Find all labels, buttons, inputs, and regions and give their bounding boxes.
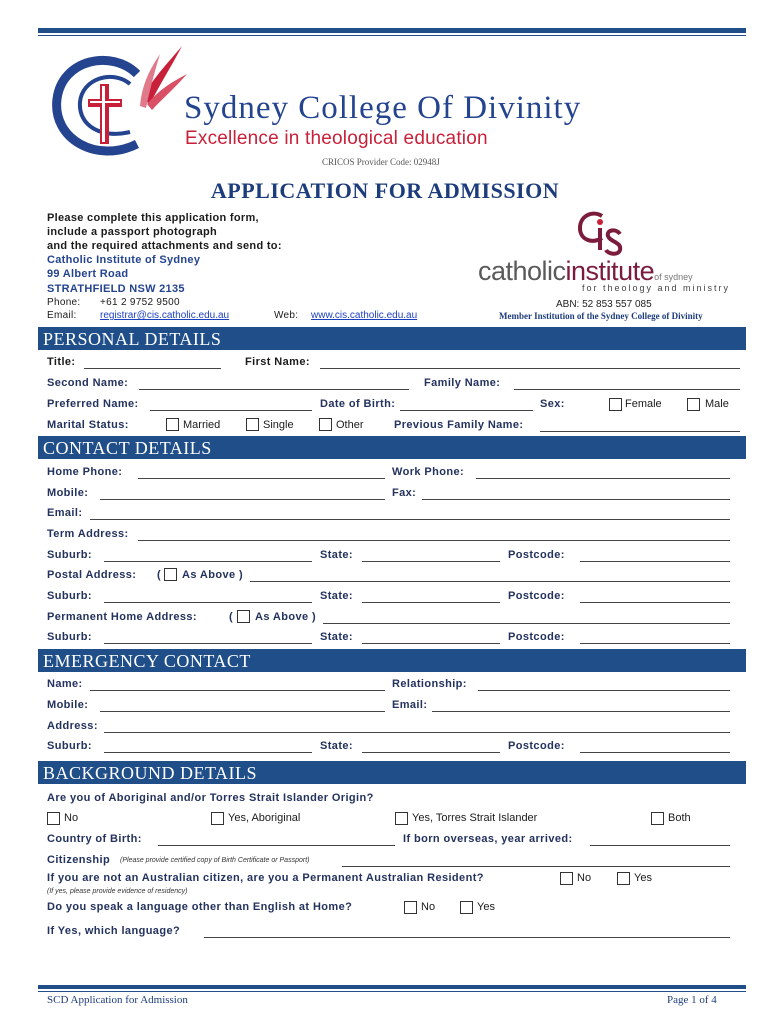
section-personal-details <box>38 327 746 350</box>
cis-word-sydney: of sydney <box>654 272 693 282</box>
second-name-label: Second Name: <box>47 377 129 389</box>
section-contact-details <box>38 436 746 459</box>
language-yes-checkbox[interactable] <box>460 901 473 914</box>
emergency-email-field[interactable] <box>432 711 730 712</box>
abn: ABN: 52 853 557 085 <box>556 299 652 310</box>
resident-question: If you are not an Australian citizen, are you a Permanent Australian Resident? <box>47 872 484 884</box>
permanent-suburb-field[interactable] <box>104 643 312 644</box>
marital-status-label: Marital Status: <box>47 419 129 431</box>
permanent-state-label: State: <box>320 631 353 643</box>
term-postcode-label: Postcode: <box>508 549 565 561</box>
language-no-checkbox[interactable] <box>404 901 417 914</box>
which-language-label: If Yes, which language? <box>47 925 181 937</box>
web-link[interactable]: www.cis.catholic.edu.au <box>311 310 418 321</box>
postal-state-field[interactable] <box>362 602 500 603</box>
emergency-name-field[interactable] <box>90 690 385 691</box>
intro-line-3: and the required attachments and send to: <box>47 240 282 252</box>
email-label: Email: <box>47 310 77 321</box>
yes-torres-checkbox[interactable] <box>395 812 408 825</box>
year-arrived-label: If born overseas, year arrived: <box>403 833 573 845</box>
term-state-field[interactable] <box>362 561 500 562</box>
preferred-name-field[interactable] <box>150 410 312 411</box>
sex-label: Sex: <box>540 398 565 410</box>
yes-torres-option: Yes, Torres Strait Islander <box>412 812 538 824</box>
resident-no-checkbox[interactable] <box>560 872 573 885</box>
emergency-postcode-field[interactable] <box>580 752 730 753</box>
intro-street: 99 Albert Road <box>47 268 129 280</box>
email-link[interactable]: registrar@cis.catholic.edu.au <box>100 310 230 321</box>
term-suburb-label: Suburb: <box>47 549 92 561</box>
term-state-label: State: <box>320 549 353 561</box>
other-checkbox[interactable] <box>319 418 332 431</box>
both-option: Both <box>668 812 691 824</box>
yes-aboriginal-option: Yes, Aboriginal <box>228 812 301 824</box>
fax-label: Fax: <box>392 487 417 499</box>
country-of-birth-field[interactable] <box>158 845 395 846</box>
footer-page-number: Page 1 of 4 <box>667 994 717 1006</box>
term-suburb-field[interactable] <box>104 561 312 562</box>
citizenship-note: (Please provide certified copy of Birth Certificate or Passport) <box>120 857 310 864</box>
permanent-postcode-field[interactable] <box>580 643 730 644</box>
emergency-mobile-field[interactable] <box>100 711 385 712</box>
member-institution: Member Institution of the Sydney College of Divinity <box>499 311 703 321</box>
relationship-field[interactable] <box>478 690 730 691</box>
section-title: PERSONAL DETAILS <box>43 329 222 349</box>
work-phone-label: Work Phone: <box>392 466 465 478</box>
section-emergency-contact <box>38 649 746 672</box>
permanent-as-above-label: As Above ) <box>255 611 317 623</box>
postal-paren: ( <box>157 569 162 581</box>
citizenship-field[interactable] <box>342 866 730 867</box>
aboriginal-question: Are you of Aboriginal and/or Torres Strait Islander Origin? <box>47 792 374 804</box>
home-phone-label: Home Phone: <box>47 466 123 478</box>
single-option: Single <box>263 419 294 431</box>
title-label: Title: <box>47 356 76 368</box>
married-checkbox[interactable] <box>166 418 179 431</box>
term-address-label: Term Address: <box>47 528 129 540</box>
resident-no-option: No <box>577 872 592 884</box>
section-title: EMERGENCY CONTACT <box>43 651 251 671</box>
footer-rule-thin <box>38 991 746 992</box>
emergency-address-field[interactable] <box>104 732 730 733</box>
work-phone-field[interactable] <box>476 478 730 479</box>
postal-address-label: Postal Address: <box>47 569 137 581</box>
language-yes-option: Yes <box>477 901 495 913</box>
scd-logo-icon <box>42 44 192 169</box>
email-field[interactable] <box>90 519 730 520</box>
relationship-label: Relationship: <box>392 678 467 690</box>
resident-note: (If yes, please provide evidence of residency) <box>47 888 188 895</box>
top-rule <box>38 28 746 33</box>
family-name-field[interactable] <box>514 389 740 390</box>
resident-yes-checkbox[interactable] <box>617 872 630 885</box>
cis-word-institute: institute <box>565 256 655 286</box>
emergency-state-label: State: <box>320 740 353 752</box>
second-name-field[interactable] <box>139 389 409 390</box>
which-language-field[interactable] <box>204 937 730 938</box>
married-option: Married <box>183 419 221 431</box>
postal-suburb-field[interactable] <box>104 602 312 603</box>
dob-label: Date of Birth: <box>320 398 396 410</box>
aboriginal-no-checkbox[interactable] <box>47 812 60 825</box>
college-name: Sydney College Of Divinity <box>184 90 582 126</box>
emergency-suburb-label: Suburb: <box>47 740 92 752</box>
term-address-field[interactable] <box>138 540 730 541</box>
cricos-code: CRICOS Provider Code: 02948J <box>322 157 440 167</box>
intro-city: STRATHFIELD NSW 2135 <box>47 283 185 295</box>
top-rule-thin <box>38 35 746 36</box>
male-option: Male <box>705 398 729 410</box>
title-field[interactable] <box>84 368 221 369</box>
aboriginal-no-option: No <box>64 812 79 824</box>
first-name-field[interactable] <box>320 368 740 369</box>
female-checkbox[interactable] <box>609 398 622 411</box>
phone-value: +61 2 9752 9500 <box>100 297 180 308</box>
permanent-suburb-label: Suburb: <box>47 631 92 643</box>
other-option: Other <box>336 419 364 431</box>
language-no-option: No <box>421 901 436 913</box>
preferred-name-label: Preferred Name: <box>47 398 139 410</box>
section-title: CONTACT DETAILS <box>43 438 212 458</box>
emergency-postcode-label: Postcode: <box>508 740 565 752</box>
postal-address-field[interactable] <box>250 581 730 582</box>
cis-word-catholic: catholic <box>478 256 566 286</box>
postal-state-label: State: <box>320 590 353 602</box>
cis-logo-icon <box>578 208 628 258</box>
postal-suburb-label: Suburb: <box>47 590 92 602</box>
permanent-postcode-label: Postcode: <box>508 631 565 643</box>
mobile-field[interactable] <box>100 499 385 500</box>
citizenship-label: Citizenship <box>47 854 111 866</box>
previous-family-name-field[interactable] <box>540 431 740 432</box>
year-arrived-field[interactable] <box>590 845 730 846</box>
postal-postcode-field[interactable] <box>580 602 730 603</box>
permanent-address-label: Permanent Home Address: <box>47 611 197 623</box>
section-background-details <box>38 761 746 784</box>
intro-org: Catholic Institute of Sydney <box>47 254 201 266</box>
phone-label: Phone: <box>47 297 81 308</box>
home-phone-field[interactable] <box>138 478 385 479</box>
page-title: APPLICATION FOR ADMISSION <box>210 178 560 203</box>
footer-rule <box>38 985 746 989</box>
country-of-birth-label: Country of Birth: <box>47 833 142 845</box>
web-label: Web: <box>274 310 299 321</box>
permanent-state-field[interactable] <box>362 643 500 644</box>
family-name-label: Family Name: <box>424 377 501 389</box>
postal-as-above-checkbox[interactable] <box>164 568 177 581</box>
intro-line-2: include a passport photograph <box>47 226 218 238</box>
emergency-state-field[interactable] <box>362 752 500 753</box>
mobile-label: Mobile: <box>47 487 89 499</box>
emergency-mobile-label: Mobile: <box>47 699 89 711</box>
male-checkbox[interactable] <box>687 398 700 411</box>
intro-line-1: Please complete this application form, <box>47 212 259 224</box>
email-field-label: Email: <box>47 507 83 519</box>
college-tagline: Excellence in theological education <box>185 128 488 149</box>
permanent-address-field[interactable] <box>323 623 730 624</box>
dob-field[interactable] <box>400 410 533 411</box>
emergency-address-label: Address: <box>47 720 98 732</box>
emergency-suburb-field[interactable] <box>104 752 312 753</box>
single-checkbox[interactable] <box>246 418 259 431</box>
previous-family-name-label: Previous Family Name: <box>394 419 524 431</box>
cis-subtitle: for theology and ministry <box>582 283 731 293</box>
fax-field[interactable] <box>422 499 730 500</box>
first-name-label: First Name: <box>245 356 310 368</box>
section-title: BACKGROUND DETAILS <box>43 763 258 783</box>
emergency-email-label: Email: <box>392 699 428 711</box>
resident-yes-option: Yes <box>634 872 652 884</box>
term-postcode-field[interactable] <box>580 561 730 562</box>
postal-postcode-label: Postcode: <box>508 590 565 602</box>
yes-aboriginal-checkbox[interactable] <box>211 812 224 825</box>
postal-as-above-label: As Above ) <box>182 569 244 581</box>
both-checkbox[interactable] <box>651 812 664 825</box>
footer-document-name: SCD Application for Admission <box>47 994 188 1006</box>
female-option: Female <box>625 398 662 410</box>
emergency-name-label: Name: <box>47 678 83 690</box>
permanent-as-above-checkbox[interactable] <box>237 610 250 623</box>
language-question: Do you speak a language other than English at Home? <box>47 901 353 913</box>
permanent-paren: ( <box>229 611 234 623</box>
